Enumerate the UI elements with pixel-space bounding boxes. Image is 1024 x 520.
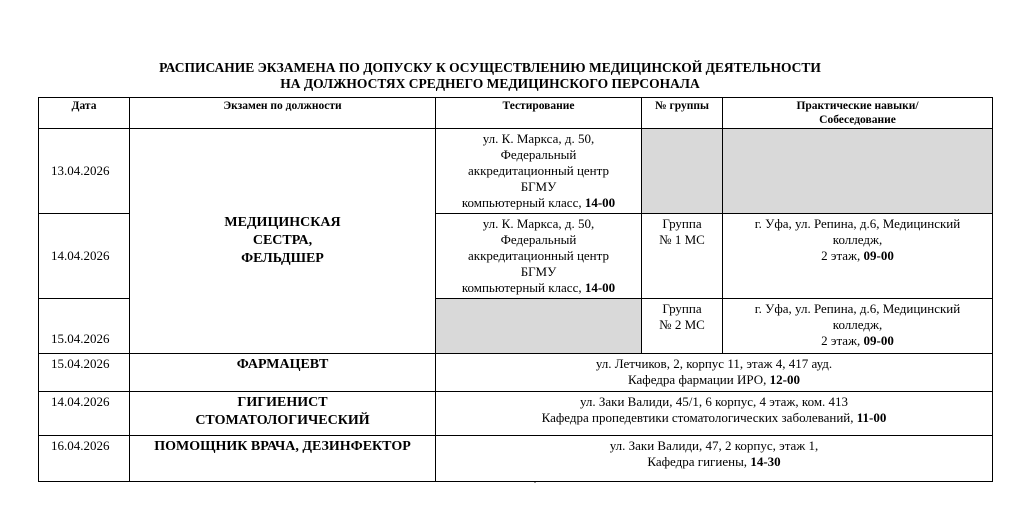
- title-line-2: НА ДОЛЖНОСТЯХ СРЕДНЕГО МЕДИЦИНСКОГО ПЕРСОНАЛА: [280, 76, 700, 91]
- testing-cell: ул. К. Маркса, д. 50, Федеральный аккредитационный центр БГМУ компьютерный класс, 14-00: [436, 214, 642, 299]
- table-row: [39, 392, 993, 436]
- date-cell: 15.04.2026: [39, 299, 130, 354]
- date-cell: 15.04.2026: [39, 354, 130, 392]
- page-speck: [534, 482, 536, 483]
- header-date: Дата: [39, 98, 130, 129]
- group-cell: Группа № 1 МС: [642, 214, 723, 299]
- date-cell: 13.04.2026: [39, 129, 130, 214]
- date-cell: 14.04.2026: [39, 214, 130, 299]
- group-cell-empty: [642, 129, 723, 214]
- position-cell-nurse: МЕДИЦИНСКАЯ СЕСТРА, ФЕЛЬДШЕР: [130, 129, 436, 354]
- table-row: [39, 436, 993, 482]
- exam-schedule-table: [38, 97, 993, 482]
- header-group: № группы: [642, 98, 723, 129]
- location-cell: ул. Летчиков, 2, корпус 11, этаж 4, 417 ауд. Кафедра фармации ИРО, 12-00: [436, 354, 993, 392]
- position-cell: ПОМОЩНИК ВРАЧА, ДЕЗИНФЕКТОР: [130, 436, 436, 482]
- date-cell: 16.04.2026: [39, 436, 130, 482]
- practical-cell-empty: [723, 129, 993, 214]
- group-cell: Группа № 2 МС: [642, 299, 723, 354]
- header-row: [39, 98, 993, 129]
- testing-cell-empty: [436, 299, 642, 354]
- date-cell: 14.04.2026: [39, 392, 130, 436]
- position-cell: ФАРМАЦЕВТ: [130, 354, 436, 392]
- position-cell: ГИГИЕНИСТ СТОМАТОЛОГИЧЕСКИЙ: [130, 392, 436, 436]
- header-practical: Практические навыки/ Собеседование: [723, 98, 993, 129]
- practical-cell: г. Уфа, ул. Репина, д.6, Медицинский колледж, 2 этаж, 09-00: [723, 214, 993, 299]
- header-exam: Экзамен по должности: [130, 98, 436, 129]
- table-row: [39, 129, 993, 214]
- location-cell: ул. Заки Валиди, 45/1, 6 корпус, 4 этаж, ком. 413 Кафедра пропедевтики стоматологических заболеваний, 11-00: [436, 392, 993, 436]
- testing-cell: ул. К. Маркса, д. 50, Федеральный аккредитационный центр БГМУ компьютерный класс, 14-00: [436, 129, 642, 214]
- document-title: [0, 60, 980, 92]
- header-testing: Тестирование: [436, 98, 642, 129]
- location-cell: ул. Заки Валиди, 47, 2 корпус, этаж 1, Кафедра гигиены, 14-30: [436, 436, 993, 482]
- table-row: [39, 354, 993, 392]
- practical-cell: г. Уфа, ул. Репина, д.6, Медицинский колледж, 2 этаж, 09-00: [723, 299, 993, 354]
- title-line-1: РАСПИСАНИЕ ЭКЗАМЕНА ПО ДОПУСКУ К ОСУЩЕСТВЛЕНИЮ МЕДИЦИНСКОЙ ДЕЯТЕЛЬНОСТИ: [159, 60, 821, 75]
